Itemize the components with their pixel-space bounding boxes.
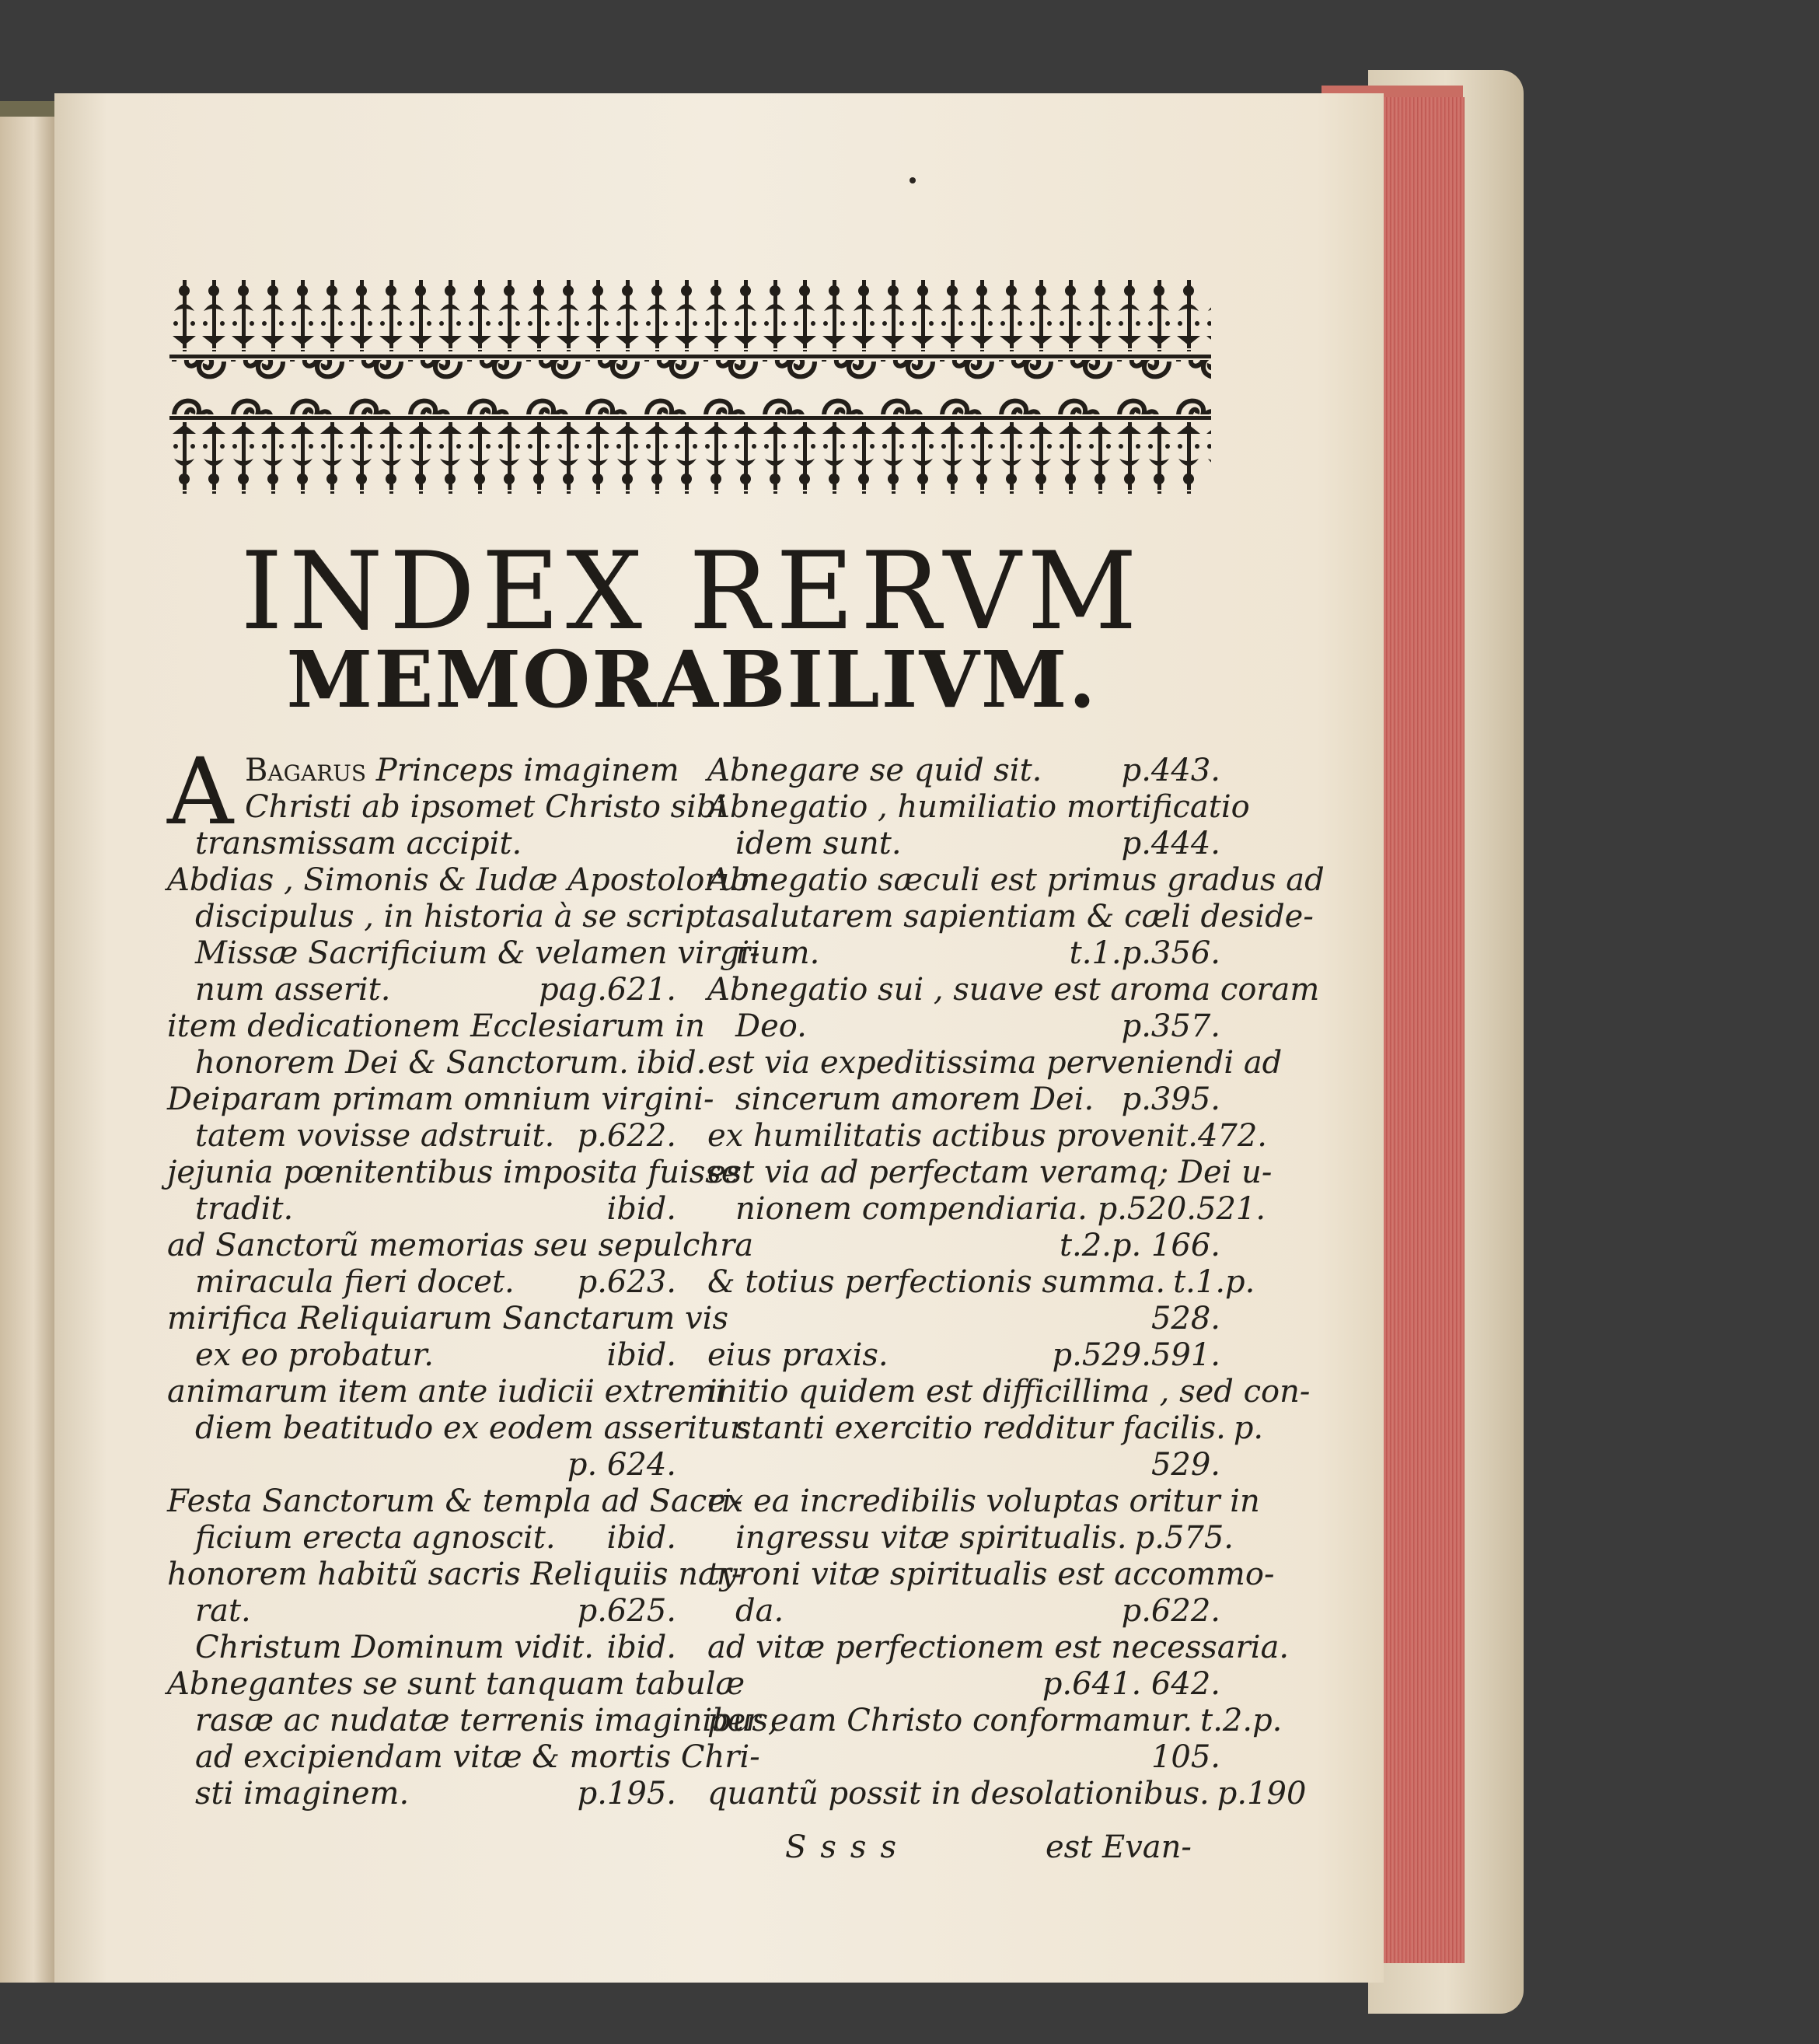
index-line — [707, 1520, 1234, 1557]
index-entry-text: est via ad perfectam veramq; Dei u- — [707, 1155, 1273, 1190]
first-entry-text-1: Princeps imaginem — [375, 753, 679, 788]
index-entry-text: sincerum amorem Dei. — [735, 1081, 1095, 1117]
index-entry-text: miracula fieri docet. — [195, 1264, 515, 1300]
page-reference: p.641. 642. — [1042, 1666, 1220, 1702]
index-entry-text: ex ea incredibilis voluptas oritur in — [707, 1483, 1260, 1519]
index-line — [167, 1374, 726, 1410]
right-entries — [707, 753, 1325, 1812]
index-entry-text: quantũ possit in desolationibus. — [707, 1776, 1210, 1812]
index-line — [167, 1739, 760, 1776]
signature-mark: Ssss — [785, 1829, 910, 1865]
index-line — [707, 826, 1220, 862]
index-line — [707, 1483, 1260, 1520]
index-line — [167, 1337, 676, 1374]
book-page — [54, 93, 1384, 1983]
index-line — [167, 1776, 676, 1812]
index-line — [707, 972, 1320, 1008]
page-reference: 529. — [1150, 1447, 1220, 1483]
index-entry-text: sti imaginem. — [195, 1776, 410, 1812]
index-line — [167, 1520, 676, 1557]
index-entry-text: eius praxis. — [707, 1337, 889, 1373]
page-reference: ibid. — [606, 1630, 676, 1665]
first-entry-text-2: Christi ab ipsomet Christo sibi — [245, 789, 727, 825]
first-entry-line-2 — [167, 789, 727, 826]
page-reference: ibid. — [636, 1045, 707, 1081]
index-entry-text: ad Sanctorũ memorias seu sepulchra — [167, 1228, 754, 1263]
index-line — [707, 1337, 1220, 1374]
index-line — [707, 1228, 1220, 1264]
index-entry-text: stanti exercitio redditur facilis. — [735, 1410, 1226, 1446]
page-reference: p. 624. — [567, 1447, 676, 1483]
index-entry-text: tatem vovisse adstruit. — [195, 1118, 555, 1154]
page-reference: ibid. — [606, 1337, 676, 1373]
index-entry-text: ad excipiendam vitæ & mortis Chri- — [195, 1739, 760, 1775]
index-line — [167, 862, 770, 899]
page-reference: 105. — [1150, 1739, 1220, 1775]
index-line — [707, 1776, 1307, 1812]
index-line — [707, 1739, 1220, 1776]
left-page-sliver — [0, 117, 58, 1983]
index-line — [707, 753, 1220, 789]
index-entry-text: honorem Dei & Sanctorum. — [195, 1045, 629, 1081]
title-line-1: INDEX RERVM — [240, 529, 1143, 654]
index-entry-text: ficium erecta agnoscit. — [195, 1520, 556, 1556]
index-entry-text: Festa Sanctorum & templa ad Sacri- — [167, 1483, 742, 1519]
index-line — [707, 1045, 1283, 1081]
index-line — [167, 1703, 778, 1739]
index-entry-text: nionem compendiaria. p.520.521. — [735, 1191, 1266, 1227]
index-entry-text: num asserit. — [195, 972, 391, 1008]
page-reference: t.1.p.356. — [1069, 935, 1220, 971]
index-line — [707, 1081, 1220, 1118]
index-line — [167, 1557, 742, 1593]
index-line — [167, 1264, 676, 1301]
index-line — [707, 1447, 1220, 1483]
drop-cap-initial: A — [167, 738, 234, 845]
page-reference: ibid. — [606, 1191, 676, 1227]
index-entry-text: animarum item ante iudicii extremi — [167, 1374, 726, 1410]
index-line — [707, 1301, 1220, 1337]
index-line — [167, 1410, 752, 1447]
index-entry-text: discipulus , in historia à se scripta — [195, 899, 736, 935]
index-entry-text: & totius perfectionis summa. — [707, 1264, 1166, 1300]
page-reference: pag.621. — [539, 972, 676, 1008]
index-entry-text: Missæ Sacrificium & velamen virgi- — [195, 935, 760, 971]
ink-dot — [910, 177, 916, 183]
page-reference: p.622. — [577, 1118, 676, 1154]
index-line — [707, 1630, 1290, 1666]
index-entry-text: salutarem sapientiam & cæli deside- — [735, 899, 1314, 935]
index-entry-text: tradit. — [195, 1191, 294, 1227]
index-line — [167, 1483, 742, 1520]
page-reference: p.575. — [1134, 1520, 1234, 1556]
page-reference: ibid. — [606, 1520, 676, 1556]
index-entry-text: est via expeditissima perveniendi ad — [707, 1045, 1283, 1081]
first-entry-line-3 — [167, 826, 676, 862]
index-line — [167, 1045, 707, 1081]
index-line — [707, 935, 1220, 972]
page-reference: p.357. — [1121, 1008, 1220, 1044]
page-reference: p.529.591. — [1052, 1337, 1220, 1373]
first-entry-caps: Bagarus — [245, 753, 367, 788]
index-line — [707, 862, 1325, 899]
page-reference: p. — [1233, 1410, 1264, 1446]
index-entry-text: Abdias , Simonis & Iudæ Apostolorum — [167, 862, 770, 898]
index-line — [707, 899, 1314, 935]
index-line — [167, 1118, 676, 1155]
index-line — [167, 1630, 676, 1666]
index-line — [707, 1374, 1311, 1410]
index-line — [167, 1008, 705, 1045]
index-line — [707, 1264, 1255, 1301]
page-reference: p.444. — [1121, 826, 1220, 861]
page-reference: t.2.p. 166. — [1059, 1228, 1220, 1263]
index-entry-text: Abnegare se quid sit. — [707, 753, 1042, 788]
index-entry-text: Abnegantes se sunt tanquam tabulæ — [167, 1666, 745, 1702]
index-entry-text: da. — [735, 1593, 784, 1629]
right-column — [707, 753, 1325, 1812]
page-reference: p.443. — [1121, 753, 1220, 788]
index-entry-text: diem beatitudo ex eodem asseritur. — [195, 1410, 752, 1446]
index-entry-text: Deiparam primam omnium virgini- — [167, 1081, 714, 1117]
index-line — [707, 1118, 1268, 1155]
index-entry-text: jejunia pœnitentibus imposita fuisse — [167, 1155, 740, 1190]
page-reference: t.1.p. — [1173, 1264, 1255, 1300]
index-entry-text: Christum Dominum vidit. — [195, 1630, 594, 1665]
index-line — [167, 1081, 714, 1118]
index-entry-text: mirifica Reliquiarum Sanctarum vis — [167, 1301, 728, 1336]
index-line — [167, 1228, 754, 1264]
page-reference: 528. — [1150, 1301, 1220, 1336]
index-entry-text: honorem habitũ sacris Reliquiis nar- — [167, 1557, 742, 1592]
index-entry-text: initio quidem est difficillima , sed con- — [707, 1374, 1311, 1410]
index-entry-text: rasæ ac nudatæ terrenis imaginibus, — [195, 1703, 778, 1738]
index-line — [707, 1703, 1283, 1739]
index-line — [167, 1666, 745, 1703]
index-entry-text: Abnegatio sui , suave est aroma coram — [707, 972, 1320, 1008]
page-reference: p.625. — [577, 1593, 676, 1629]
index-entry-text: Deo. — [735, 1008, 807, 1044]
page-reference: p.190 — [1217, 1776, 1307, 1812]
red-page-edges — [1370, 97, 1465, 1963]
page-reference: t.2.p. — [1200, 1703, 1283, 1738]
index-entry-text: ex humilitatis actibus provenit.472. — [707, 1118, 1268, 1154]
index-line — [707, 1191, 1266, 1228]
index-line — [167, 935, 760, 972]
ornament-icon — [169, 280, 1211, 494]
index-line — [707, 1410, 1264, 1447]
index-entry-text: per eam Christo conformamur. — [707, 1703, 1193, 1738]
index-line — [707, 1008, 1220, 1045]
index-entry-text: ingressu vitæ spiritualis. — [735, 1520, 1127, 1556]
index-entry-text: item dedicationem Ecclesiarum in — [167, 1008, 705, 1044]
index-line — [707, 1155, 1273, 1191]
index-line — [167, 899, 736, 935]
index-entry-text: rat. — [195, 1593, 251, 1629]
index-line — [167, 1593, 676, 1630]
index-entry-text: rium. — [735, 935, 820, 971]
first-entry-text-3: transmissam accipit. — [195, 826, 522, 861]
catchword: est Evan- — [1046, 1829, 1192, 1865]
index-entry-text: idem sunt. — [735, 826, 902, 861]
index-line — [707, 1557, 1275, 1593]
index-line — [167, 1447, 676, 1483]
index-entry-text: Abnegatio sæculi est primus gradus ad — [707, 862, 1325, 898]
index-line — [707, 1666, 1220, 1703]
page-reference: p.623. — [577, 1264, 676, 1300]
title-line-2: MEMORABILIVM. — [286, 634, 1098, 725]
index-entry-text: ex eo probatur. — [195, 1337, 434, 1373]
index-entry-text: ad vitæ perfectionem est necessaria. — [707, 1630, 1290, 1665]
page-reference: p.395. — [1121, 1081, 1220, 1117]
index-entry-text: Abnegatio , humiliatio mortificatio — [707, 789, 1250, 825]
page-reference: p.195. — [577, 1776, 676, 1812]
index-line — [167, 1301, 728, 1337]
index-line — [167, 972, 676, 1008]
index-line — [707, 1593, 1220, 1630]
index-line — [167, 1155, 740, 1191]
page-reference: p.622. — [1121, 1593, 1220, 1629]
index-entry-text: tyroni vitæ spiritualis est accommo- — [707, 1557, 1275, 1592]
index-line — [707, 789, 1250, 826]
index-line — [167, 1191, 676, 1228]
first-entry-line-1 — [167, 753, 679, 789]
